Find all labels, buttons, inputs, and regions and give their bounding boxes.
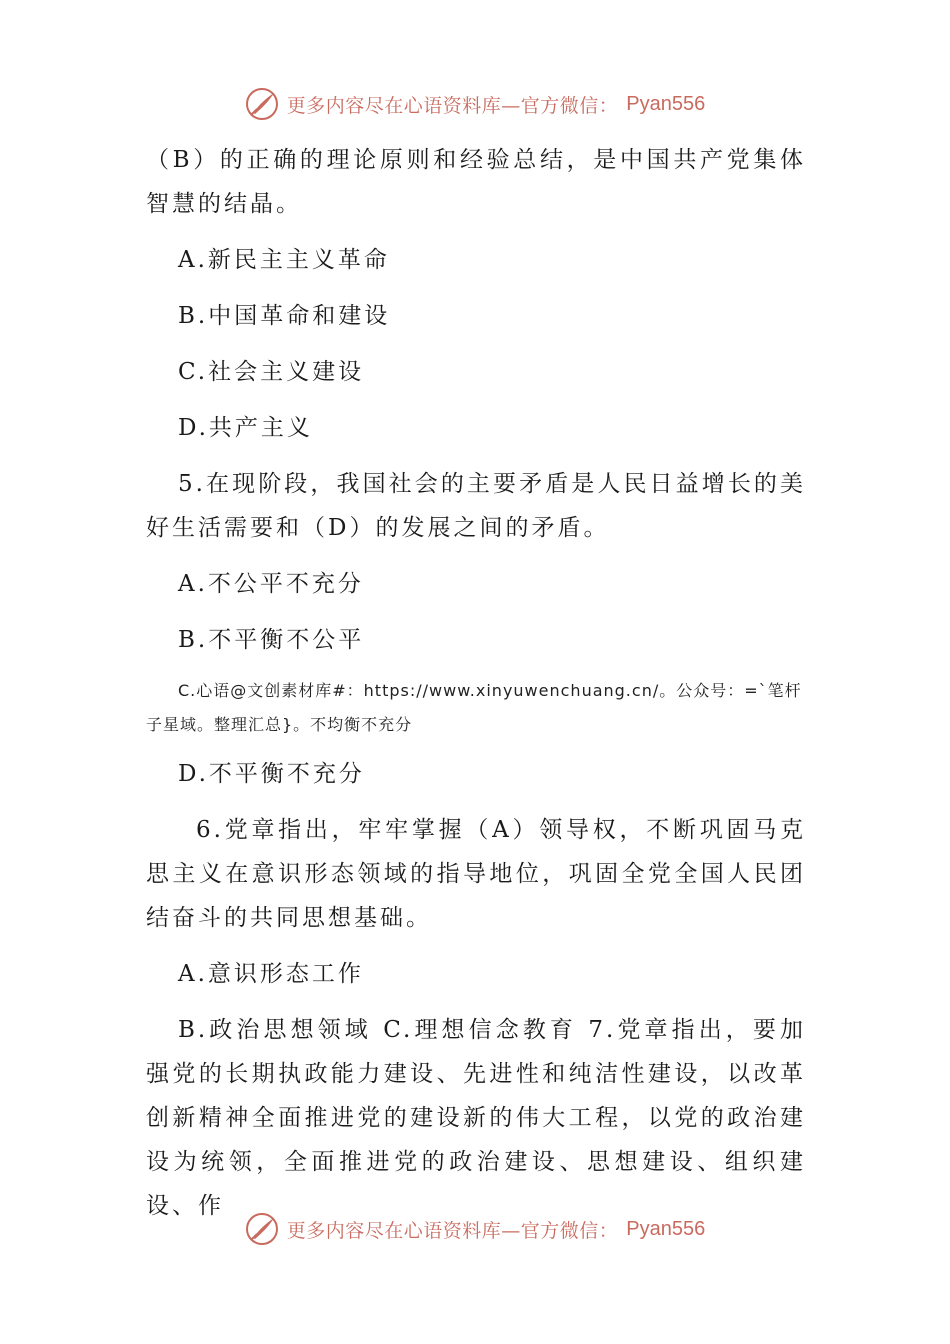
banner-wechat-id: Pyan556 xyxy=(626,1217,706,1240)
option-q5-d: D.不平衡不充分 xyxy=(178,761,365,787)
footer-banner xyxy=(0,1209,950,1249)
option-q5-b: B.不平衡不公平 xyxy=(178,627,365,653)
option-q4-b: B.中国革命和建设 xyxy=(178,303,391,329)
document-body xyxy=(146,138,806,1240)
banner-wechat-id: Pyan556 xyxy=(626,92,706,115)
option-q4-d: D.共产主义 xyxy=(178,415,313,441)
quill-logo-icon xyxy=(245,1212,279,1246)
option-q5-c: C.心语@文创素材库#：https://www.xinyuwenchuang.cn/。公众号：=`笔杆子星域。整理汇总}。不均衡不充分 xyxy=(146,681,802,734)
option-q5-a: A.不公平不充分 xyxy=(178,571,364,597)
option-q6-a: A.意识形态工作 xyxy=(178,961,364,987)
paragraph-q4-stem: （B）的正确的理论原则和经验总结，是中国共产党集体智慧的结晶。 xyxy=(146,147,806,217)
option-q4-a: A.新民主主义革命 xyxy=(178,247,390,273)
option-q4-c: C.社会主义建设 xyxy=(178,359,365,385)
banner-text: 更多内容尽在心语资料库—官方微信： xyxy=(286,94,619,117)
banner-text: 更多内容尽在心语资料库—官方微信： xyxy=(286,1219,619,1242)
question-5: 5.在现阶段，我国社会的主要矛盾是人民日益增长的美好生活需要和（D）的发展之间的矛盾。 xyxy=(146,471,806,541)
header-banner xyxy=(0,84,950,124)
question-7-partial: B.政治思想领域 C.理想信念教育 7.党章指出，要加强党的长期执政能力建设、先进性和纯洁性建设，以改革创新精神全面推进党的建设新的伟大工程，以党的政治建设为统领，全面推进党的政治建设、思想建设、组织建设、作 xyxy=(146,1017,806,1219)
question-6: 6.党章指出，牢牢掌握（A）领导权，不断巩固马克思主义在意识形态领域的指导地位，巩固全党全国人民团结奋斗的共同思想基础。 xyxy=(146,817,806,931)
quill-logo-icon xyxy=(245,87,279,121)
